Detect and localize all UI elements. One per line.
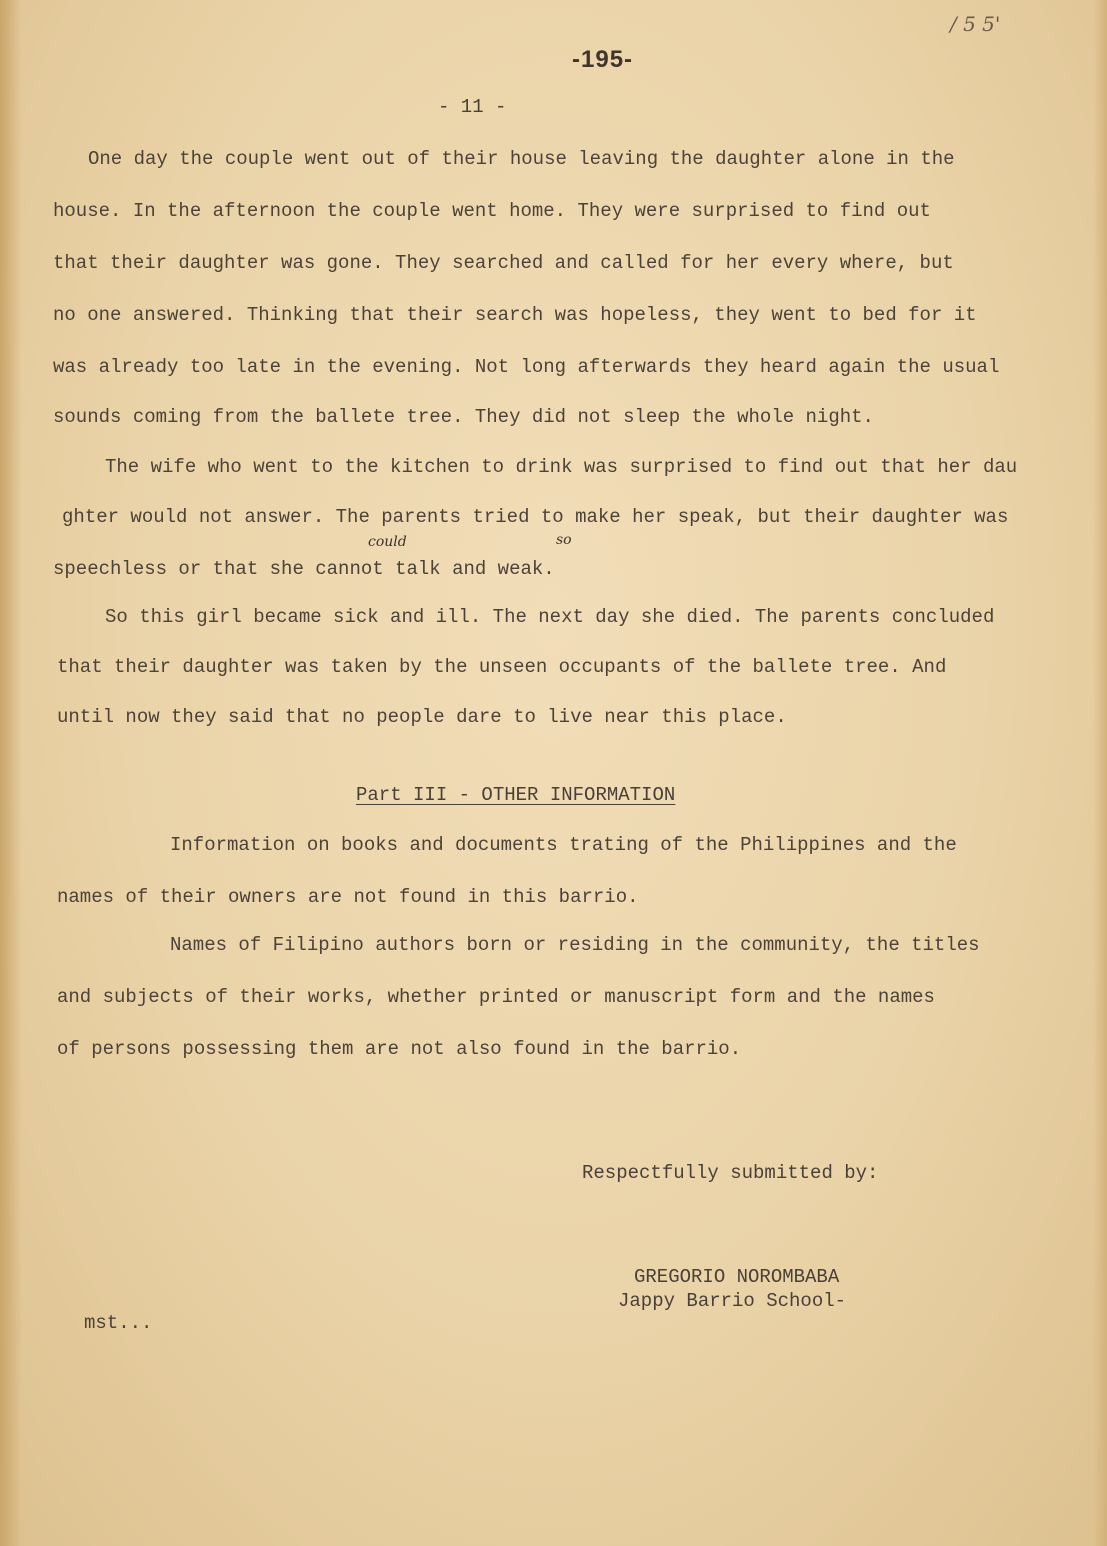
paper-edge-right <box>1093 0 1107 1546</box>
body-line: no one answered. Thinking that their search was hopeless, they went to bed for it <box>53 304 977 326</box>
paper-edge-left <box>0 0 22 1546</box>
signer-title: Jappy Barrio School- <box>618 1290 847 1312</box>
body-line: speechless or that she cannot talk and weak. <box>53 558 555 580</box>
body-line: was already too late in the evening. Not long afterwards they heard again the usual <box>53 356 1000 378</box>
body-line: that their daughter was gone. They searched and called for her every where, but <box>53 252 954 274</box>
body-line: house. In the afternoon the couple went home. They were surprised to find out <box>53 200 931 222</box>
body-line: until now they said that no people dare to live near this place. <box>57 706 787 728</box>
handwritten-correction: so <box>556 532 572 548</box>
body-line: names of their owners are not found in this barrio. <box>57 886 639 908</box>
corner-handwritten-mark: / 5 5' <box>950 12 1001 36</box>
closing-line: Respectfully submitted by: <box>582 1162 879 1184</box>
section-number: - 11 - <box>438 96 507 118</box>
body-line: of persons possessing them are not also found in the barrio. <box>57 1038 742 1060</box>
body-line: that their daughter was taken by the unseen occupants of the ballete tree. And <box>57 656 947 678</box>
body-line: One day the couple went out of their house leaving the daughter alone in the <box>88 148 955 170</box>
page-number: -195- <box>572 46 634 73</box>
body-line: sounds coming from the ballete tree. They did not sleep the whole night. <box>53 406 874 428</box>
body-line: The wife who went to the kitchen to drink was surprised to find out that her dau <box>105 456 1018 478</box>
signer-name: GREGORIO NOROMBABA <box>634 1266 840 1288</box>
body-line: Names of Filipino authors born or residing in the community, the titles <box>170 934 980 956</box>
body-line: So this girl became sick and ill. The next day she died. The parents concluded <box>105 606 995 628</box>
section-heading: Part III - OTHER INFORMATION <box>356 784 676 806</box>
body-line: Information on books and documents trating of the Philippines and the <box>170 834 957 856</box>
body-line: ghter would not answer. The parents tried to make her speak, but their daughter was <box>62 506 1009 528</box>
continuation-mark: mst... <box>84 1312 153 1334</box>
body-line: and subjects of their works, whether printed or manuscript form and the names <box>57 986 935 1008</box>
handwritten-correction: could <box>368 534 407 550</box>
